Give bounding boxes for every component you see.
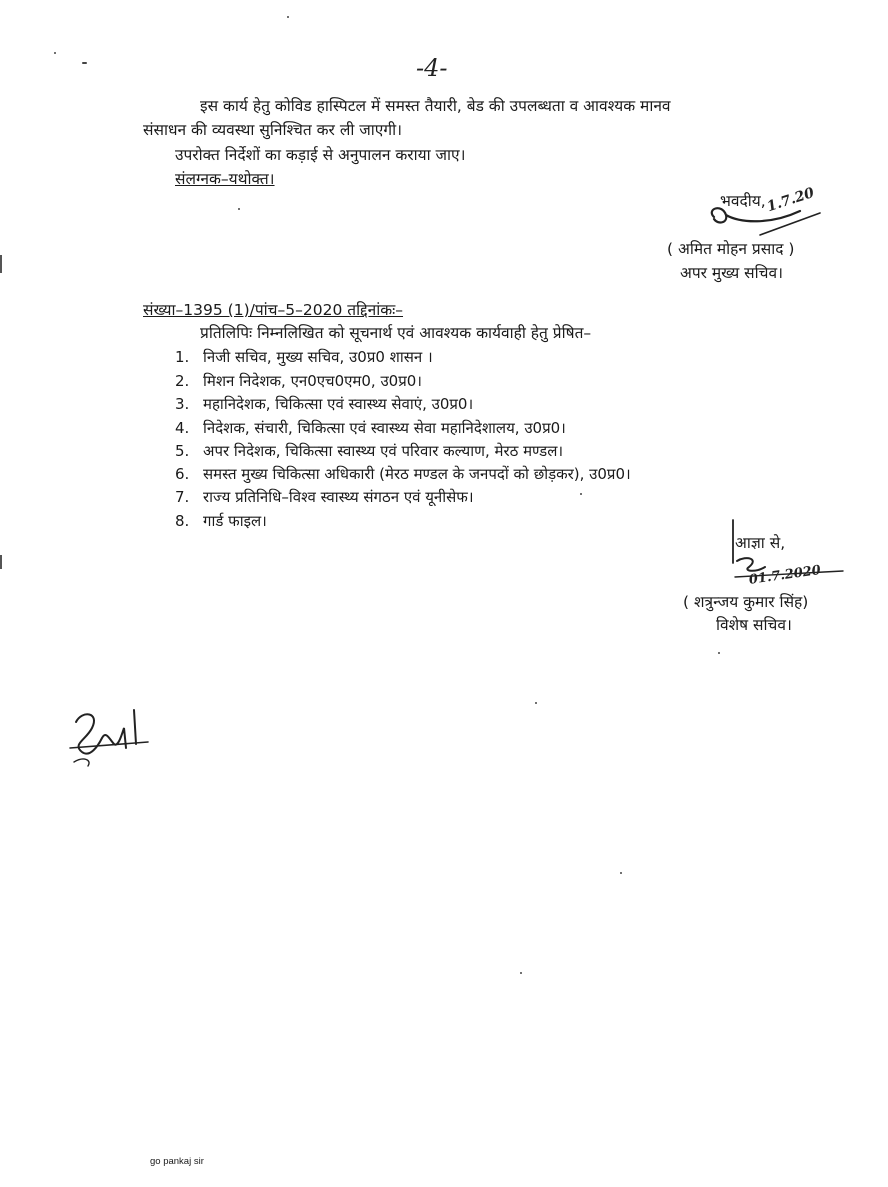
list-item-text: राज्य प्रतिनिधि–विश्व स्वास्थ्य संगठन एवं यूनीसेफ। — [203, 488, 474, 506]
signatory1-designation: अपर मुख्य सचिव। — [680, 264, 783, 282]
list-item-text: समस्त मुख्य चिकित्सा अधिकारी (मेरठ मण्डल के जनपदों को छोड़कर), उ0प्र0। — [203, 465, 631, 483]
list-item — [175, 370, 422, 392]
list-item — [175, 393, 473, 415]
signatory2-designation: विशेष सचिव। — [716, 616, 792, 634]
list-item-text: अपर निदेशक, चिकित्सा स्वास्थ्य एवं परिवार कल्याण, मेरठ मण्डल। — [203, 442, 564, 460]
intro-line-3: उपरोक्त निर्देशों का कड़ाई से अनुपालन कराया जाए। — [175, 146, 466, 164]
list-item-number: 1. — [175, 348, 190, 366]
list-item — [175, 486, 474, 508]
scan-speck — [718, 652, 720, 654]
list-item — [175, 463, 631, 485]
scan-speck — [54, 52, 56, 54]
list-item-number: 7. — [175, 488, 190, 506]
intro-line-1: इस कार्य हेतु कोविड हास्पिटल में समस्त तैयारी, बेड की उपलब्धता व आवश्यक मानव — [200, 97, 671, 115]
list-item-text: मिशन निदेशक, एन0एच0एम0, उ0प्र0। — [203, 372, 422, 390]
signatory2-signature — [725, 515, 865, 595]
scan-speck — [82, 62, 87, 64]
scan-edge-mark — [0, 255, 2, 273]
list-item — [175, 510, 267, 532]
list-item — [175, 417, 566, 439]
list-item-number: 6. — [175, 465, 190, 483]
scan-speck — [520, 972, 522, 974]
list-item-number: 2. — [175, 372, 190, 390]
list-item-number: 8. — [175, 512, 190, 530]
footer-note: go pankaj sir — [150, 1156, 204, 1167]
handwritten-initials — [62, 700, 162, 770]
scan-speck — [580, 493, 582, 495]
list-item-number: 3. — [175, 395, 190, 413]
scan-speck — [287, 16, 289, 18]
attachment-note: संलग्नक–यथोक्त। — [175, 170, 275, 188]
intro-line-2: संसाधन की व्यवस्था सुनिश्चित कर ली जाएगी। — [143, 121, 402, 139]
signatory1-sign-date: 1.7.20 — [765, 184, 817, 216]
scan-speck — [238, 208, 240, 210]
scan-edge-mark — [0, 555, 2, 569]
signatory1-name: ( अमित मोहन प्रसाद ) — [667, 240, 795, 258]
list-item-text: निजी सचिव, मुख्य सचिव, उ0प्र0 शासन । — [203, 348, 433, 366]
list-item-number: 5. — [175, 442, 190, 460]
list-item — [175, 346, 433, 368]
list-item-text: गार्ड फाइल। — [203, 512, 267, 530]
signatory2-sign-date: 01.7.2020 — [748, 562, 822, 588]
page-number: -4- — [416, 54, 448, 82]
list-item-text: निदेशक, संचारी, चिकित्सा एवं स्वास्थ्य सेवा महानिदेशालय, उ0प्र0। — [203, 419, 566, 437]
scan-speck — [535, 702, 537, 704]
signatory2-salutation: आज्ञा से, — [735, 534, 786, 552]
list-item-text: महानिदेशक, चिकित्सा एवं स्वास्थ्य सेवाएं, उ0प्र0। — [203, 395, 474, 413]
copy-heading: प्रतिलिपिः निम्नलिखित को सूचनार्थ एवं आवश्यक कार्यवाही हेतु प्रेषित– — [200, 324, 592, 342]
list-item-number: 4. — [175, 419, 190, 437]
list-item — [175, 440, 563, 462]
signatory1-salutation: भवदीय, — [720, 192, 766, 210]
signatory2-name: ( शत्रुन्जय कुमार सिंह) — [683, 593, 809, 611]
reference-number: संख्या–1395 (1)/पांच–5–2020 तद्दिनांकः– — [143, 301, 404, 319]
scan-speck — [620, 872, 622, 874]
